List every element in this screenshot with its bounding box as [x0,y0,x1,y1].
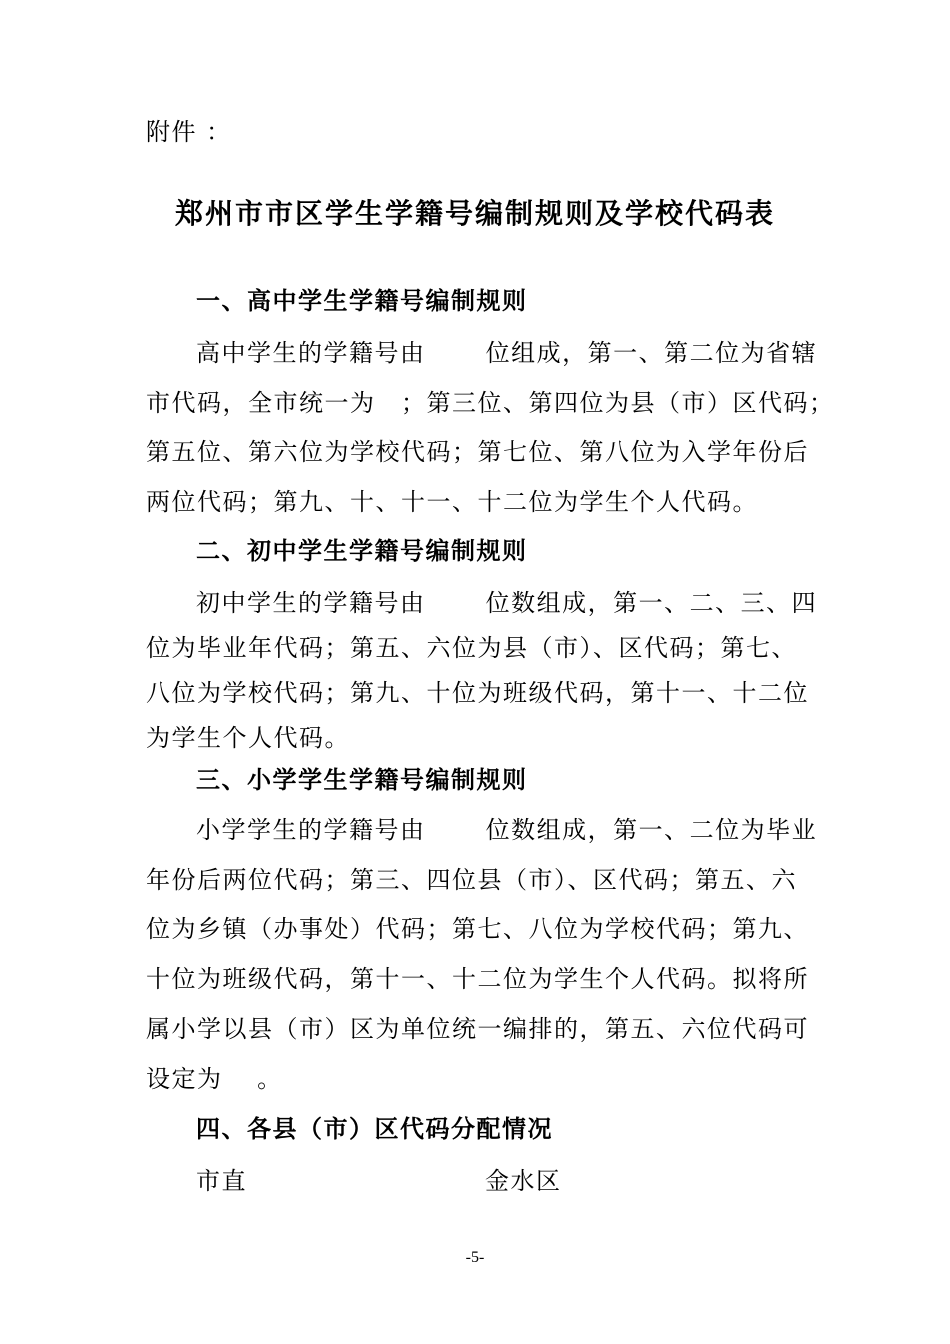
paragraph-line: 小学学生的学籍号由 位数组成，第一、二位为毕业 [196,816,818,844]
paragraph-line: 为学生个人代码。 [146,724,350,752]
paragraph-line: 位为毕业年代码；第五、六位为县（市）、区代码；第七、 [146,634,797,662]
paragraph-line: 位为乡镇（办事处）代码；第七、八位为学校代码；第九、 [146,915,809,943]
paragraph-line: 两位代码；第九、十、十一、十二位为学生个人代码。 [146,488,758,516]
paragraph-line: 高中学生的学籍号由 位组成，第一、第二位为省辖 [196,339,818,367]
paragraph-line: 市代码，全市统一为 ；第三位、第四位为县（市）区代码； [146,389,835,417]
document-title: 郑州市市区学生学籍号编制规则及学校代码表 [174,197,775,230]
section-heading-middle-school: 二、初中学生学籍号编制规则 [196,537,528,565]
attachment-label: 附件 ： [146,118,232,146]
section-heading-district-codes: 四、各县（市）区代码分配情况 [196,1115,553,1143]
paragraph-line: 初中学生的学籍号由 位数组成，第一、二、三、四 [196,589,818,617]
district-name: 金水区 [485,1167,562,1195]
district-name: 市直 [196,1167,247,1195]
paragraph-line: 八位为学校代码；第九、十位为班级代码，第十一、十二位 [146,679,809,707]
paragraph-line: 十位为班级代码，第十一、十二位为学生个人代码。拟将所 [146,965,809,993]
paragraph-line: 年份后两位代码；第三、四位县（市）、区代码；第五、六 [146,866,797,894]
paragraph-line: 设定为 。 [146,1065,283,1093]
section-heading-primary-school: 三、小学学生学籍号编制规则 [196,766,528,794]
page-number: -5- [465,1249,485,1266]
paragraph-line: 属小学以县（市）区为单位统一编排的，第五、六位代码可 [146,1015,809,1043]
section-heading-high-school: 一、高中学生学籍号编制规则 [196,287,528,315]
paragraph-line: 第五位、第六位为学校代码；第七位、第八位为入学年份后 [146,438,809,466]
